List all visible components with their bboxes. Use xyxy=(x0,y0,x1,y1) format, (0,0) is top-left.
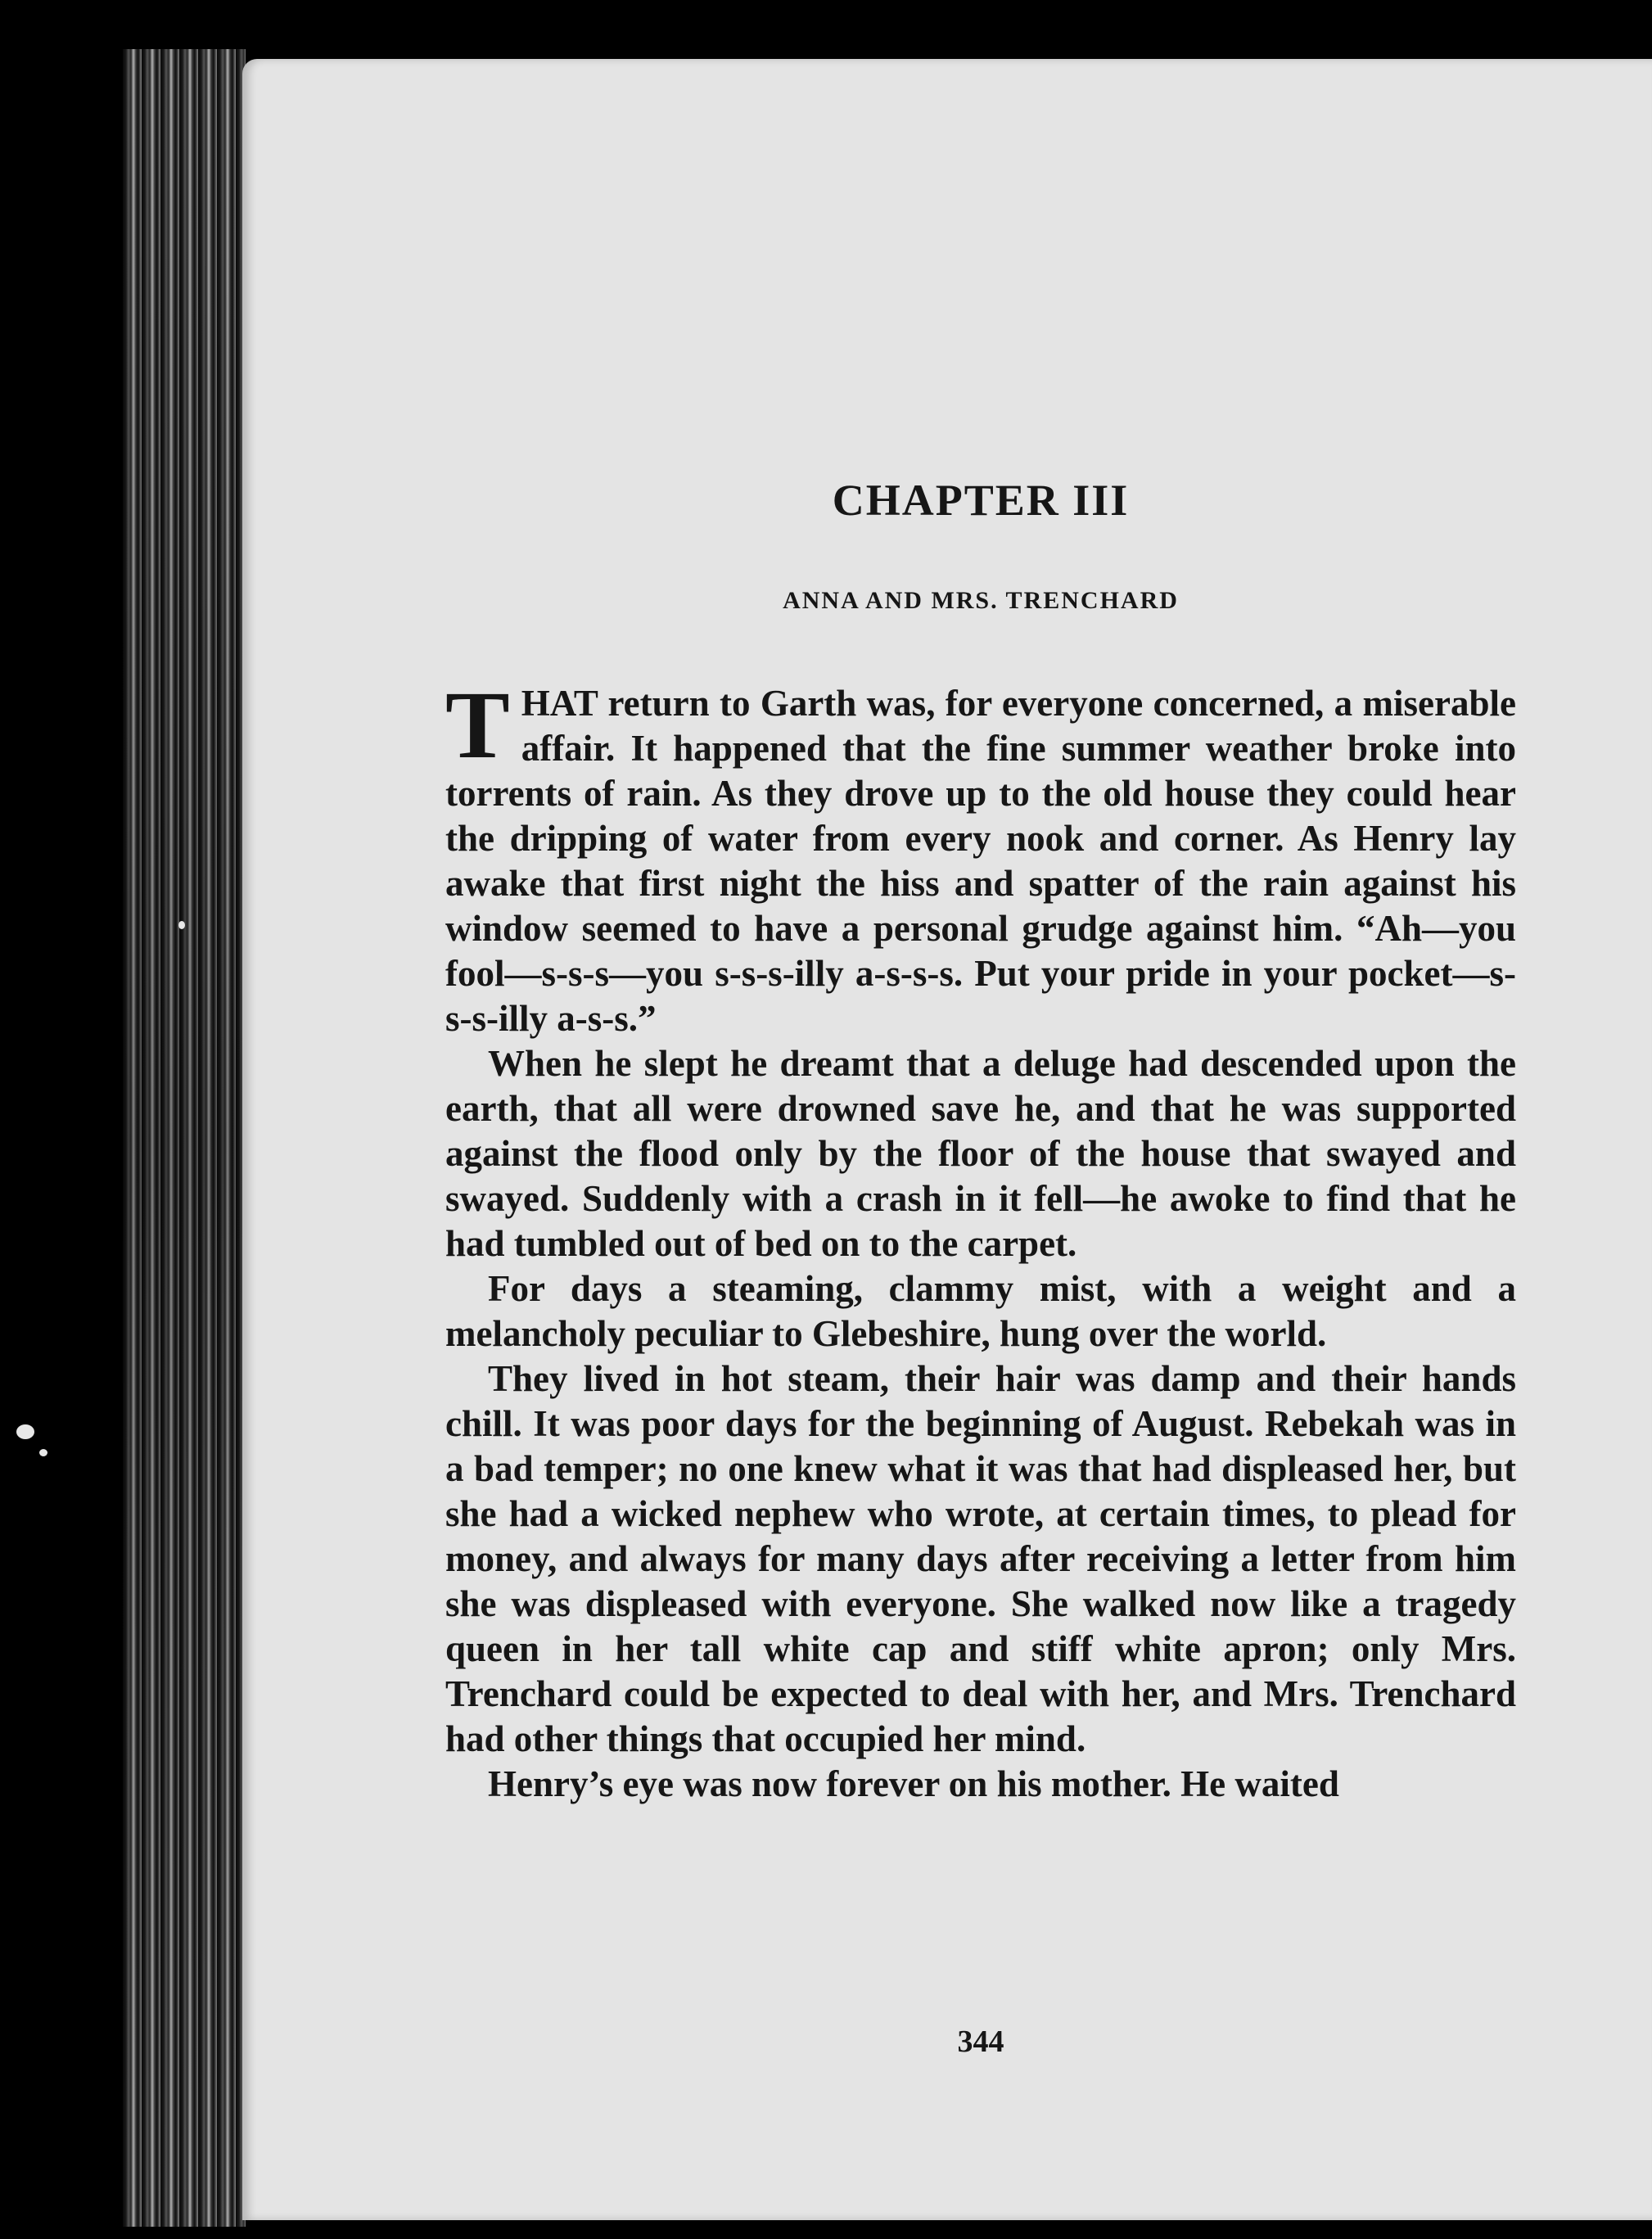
paragraph: When he slept he dreamt that a deluge had descended upon the earth, that all were drowned save he, and that he was supported against the flood only by the floor of the house that swayed and swayed. Suddenly with a crash in it fell—he awoke to find that he had tumbled out of bed on to the carpet. xyxy=(445,1043,1516,1264)
scan-speck xyxy=(16,1424,34,1439)
chapter-subtitle: ANNA AND MRS. TRENCHARD xyxy=(783,587,1179,614)
paragraph: Henry’s eye was now forever on his mother. He waited xyxy=(488,1763,1339,1804)
scan-speck xyxy=(178,921,185,929)
paragraph: For days a steaming, clammy mist, with a weight and a melancholy peculiar to Glebeshire, hung over the world. xyxy=(445,1268,1516,1354)
chapter-title: CHAPTER III xyxy=(832,476,1130,525)
page-number: 344 xyxy=(957,2025,1004,2059)
book-page xyxy=(242,59,1652,2220)
paragraph-text: HAT return to Garth was, for everyone concerned, a miserable affair. It happened that the fine summer weather broke into torrents of rain. As they drove up to the old house they could hear the dripping of water from every nook and corner. As Henry lay awake that first night the hiss and spatter of the rain against his window seemed to have a personal grudge against him. “Ah—you fool—s-s-s—you s-s-s-illy a-s-s-s. Put your pride in your pocket—s-s-s-illy a-s-s.” xyxy=(445,683,1516,1039)
scan-speck xyxy=(39,1449,47,1456)
paragraph xyxy=(445,671,1516,1041)
drop-cap: T xyxy=(445,671,510,779)
body-text xyxy=(445,671,1516,1807)
book-page-edges xyxy=(123,49,246,2227)
paragraph: They lived in hot steam, their hair was damp and their hands chill. It was poor days for the beginning of August. Rebekah was in a bad temper; no one knew what it was that had displeased her, but she had a wicked nephew who wrote, at certain times, to plead for money, and always for many days after receiving a letter from him she was displeased with everyone. She walked now like a tragedy queen in her tall white cap and stiff white apron; only Mrs. Trenchard could be expected to deal with her, and Mrs. Trenchard had other things that occupied her mind. xyxy=(445,1358,1516,1759)
